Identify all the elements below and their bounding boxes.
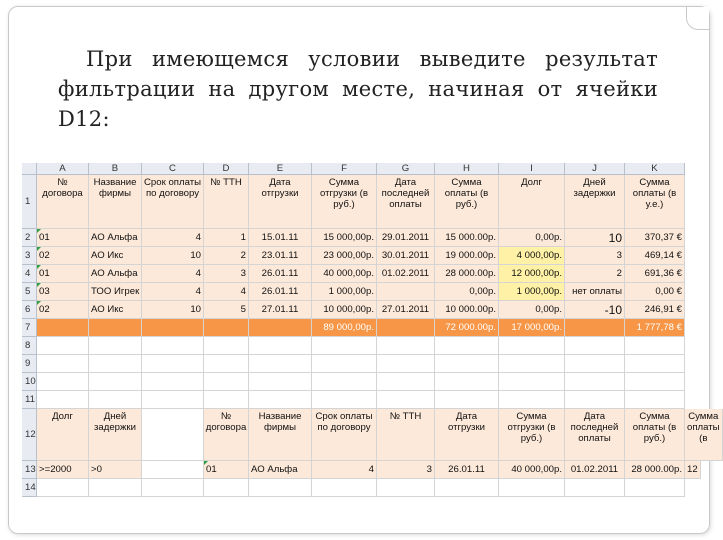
empty-cell[interactable] — [435, 337, 499, 355]
criteria-value-cell[interactable]: >0 — [89, 461, 142, 479]
totals-cell[interactable]: 89 000,00р. — [312, 319, 377, 337]
empty-cell[interactable] — [499, 479, 565, 497]
table-cell[interactable]: 1 000,00р. — [312, 283, 377, 301]
table-cell[interactable]: 28 000.00р. — [435, 265, 499, 283]
row-header-6[interactable]: 6 — [22, 301, 37, 319]
result-cell[interactable]: 3 — [377, 461, 435, 479]
totals-cell[interactable] — [204, 319, 249, 337]
table-cell[interactable]: 19 000.00р. — [435, 247, 499, 265]
table-cell[interactable]: 10 — [142, 301, 204, 319]
empty-cell[interactable] — [89, 355, 142, 373]
empty-cell[interactable] — [37, 479, 89, 497]
table-cell[interactable]: 0,00р. — [499, 229, 565, 247]
criteria-value-cell[interactable]: >=2000 — [37, 461, 89, 479]
empty-cell[interactable] — [89, 373, 142, 391]
table-cell[interactable]: 2 — [204, 247, 249, 265]
result-cell[interactable]: 01.02.2011 — [565, 461, 625, 479]
table-cell[interactable]: 10 — [565, 229, 625, 247]
table-header-cell[interactable]: Название фирмы — [89, 175, 142, 229]
empty-cell[interactable] — [565, 337, 625, 355]
empty-cell[interactable] — [499, 391, 565, 409]
table-cell[interactable]: 2 — [565, 265, 625, 283]
result-header-cell[interactable]: № ТТН — [377, 409, 435, 461]
table-cell[interactable]: 40 000,00р. — [312, 265, 377, 283]
empty-cell[interactable] — [204, 355, 249, 373]
totals-cell[interactable] — [377, 319, 435, 337]
table-cell[interactable]: 4 — [142, 265, 204, 283]
row-header-8[interactable]: 8 — [22, 337, 37, 355]
table-cell[interactable]: 30.01.2011 — [377, 247, 435, 265]
table-cell[interactable]: 0,00р. — [499, 301, 565, 319]
empty-cell[interactable] — [377, 479, 435, 497]
empty-cell[interactable] — [625, 373, 685, 391]
column-header-d[interactable]: D — [204, 163, 249, 175]
table-cell[interactable]: 02 — [37, 301, 89, 319]
error-indicator-icon — [37, 265, 41, 269]
result-cell[interactable]: 26.01.11 — [435, 461, 499, 479]
table-cell[interactable]: ТОО Игрек — [89, 283, 142, 301]
table-cell[interactable]: 4 — [142, 283, 204, 301]
totals-cell[interactable] — [249, 319, 312, 337]
table-cell[interactable]: 15.01.11 — [249, 229, 312, 247]
empty-cell[interactable] — [142, 373, 204, 391]
result-cell[interactable]: 01 — [204, 461, 249, 479]
empty-cell[interactable] — [435, 391, 499, 409]
column-header-j[interactable]: J — [565, 163, 625, 175]
table-cell[interactable]: 3 — [565, 247, 625, 265]
table-cell[interactable]: 15 000,00р. — [312, 229, 377, 247]
empty-cell[interactable] — [204, 337, 249, 355]
empty-cell[interactable] — [204, 373, 249, 391]
table-cell[interactable]: АО Альфа — [89, 229, 142, 247]
empty-cell[interactable] — [565, 391, 625, 409]
column-header-h[interactable]: H — [435, 163, 499, 175]
table-header-cell[interactable]: Срок оплаты по договору — [142, 175, 204, 229]
row-header-1[interactable]: 1 — [22, 175, 37, 229]
empty-cell[interactable] — [249, 391, 312, 409]
table-cell[interactable]: 1 000,00р. — [499, 283, 565, 301]
empty-cell[interactable] — [142, 409, 204, 461]
table-cell[interactable]: 4 — [204, 283, 249, 301]
table-cell[interactable]: 01 — [37, 229, 89, 247]
empty-cell[interactable] — [312, 391, 377, 409]
empty-cell[interactable] — [625, 355, 685, 373]
table-cell[interactable]: 4 — [142, 229, 204, 247]
result-cell[interactable]: 4 — [312, 461, 377, 479]
table-header-cell[interactable]: № ТТН — [204, 175, 249, 229]
column-header-a[interactable]: A — [37, 163, 89, 175]
empty-cell[interactable] — [142, 391, 204, 409]
result-cell[interactable]: 28 000.00р. — [625, 461, 685, 479]
table-header-cell[interactable]: Дата отгрузки — [249, 175, 312, 229]
table-cell[interactable]: АО Альфа — [89, 265, 142, 283]
empty-cell[interactable] — [377, 373, 435, 391]
table-cell[interactable]: 4 000,00р. — [499, 247, 565, 265]
column-header-b[interactable]: B — [89, 163, 142, 175]
error-indicator-icon — [37, 283, 41, 287]
table-cell[interactable]: 01 — [37, 265, 89, 283]
table-cell[interactable] — [377, 283, 435, 301]
table-cell[interactable]: 23.01.11 — [249, 247, 312, 265]
result-header-cell[interactable]: Название фирмы — [249, 409, 312, 461]
result-cell[interactable]: 40 000,00р. — [499, 461, 565, 479]
empty-cell[interactable] — [625, 391, 685, 409]
table-cell[interactable]: АО Икс — [89, 247, 142, 265]
result-header-cell[interactable]: Дата последней оплаты — [565, 409, 625, 461]
table-cell[interactable]: 02 — [37, 247, 89, 265]
table-cell[interactable]: 27.01.11 — [249, 301, 312, 319]
spreadsheet — [22, 163, 720, 493]
row-header-9[interactable]: 9 — [22, 355, 37, 373]
table-cell[interactable]: 0,00 € — [625, 283, 685, 301]
row-header-4[interactable]: 4 — [22, 265, 37, 283]
column-header-i[interactable]: I — [499, 163, 565, 175]
row-header-12[interactable]: 12 — [22, 409, 37, 461]
result-cell[interactable]: 12 — [685, 461, 701, 479]
table-cell[interactable]: 246,91 € — [625, 301, 685, 319]
empty-cell[interactable] — [435, 355, 499, 373]
result-header-cell[interactable]: Сумма оплаты (в — [685, 409, 723, 461]
empty-cell[interactable] — [142, 461, 204, 479]
table-cell[interactable]: 23 000,00р. — [312, 247, 377, 265]
table-header-cell[interactable]: Дней задержки — [565, 175, 625, 229]
empty-cell[interactable] — [499, 337, 565, 355]
result-header-cell[interactable]: Срок оплаты по договору — [312, 409, 377, 461]
empty-cell[interactable] — [249, 479, 312, 497]
empty-cell[interactable] — [89, 391, 142, 409]
empty-cell[interactable] — [89, 479, 142, 497]
row-header-10[interactable]: 10 — [22, 373, 37, 391]
table-cell[interactable]: нет оплаты — [565, 283, 625, 301]
table-cell[interactable]: 10 000.00р. — [435, 301, 499, 319]
result-header-cell[interactable]: № договора — [204, 409, 249, 461]
result-header-cell[interactable]: Сумма отгрузки (в руб.) — [499, 409, 565, 461]
select-all-corner[interactable] — [22, 163, 37, 175]
table-cell[interactable]: 26.01.11 — [249, 265, 312, 283]
table-cell[interactable]: АО Икс — [89, 301, 142, 319]
table-cell[interactable]: 29.01.2011 — [377, 229, 435, 247]
criteria-header-cell[interactable]: Долг — [37, 409, 89, 461]
table-header-cell[interactable]: Долг — [499, 175, 565, 229]
empty-cell[interactable] — [204, 391, 249, 409]
task-text: При имеющемся условии выведите результат фильтрации на другом месте, начиная от ячейки D12: — [58, 47, 658, 131]
empty-cell[interactable] — [565, 479, 625, 497]
empty-cell[interactable] — [37, 373, 89, 391]
error-indicator-icon — [204, 461, 208, 465]
error-indicator-icon — [37, 229, 41, 233]
empty-cell[interactable] — [312, 373, 377, 391]
totals-cell[interactable] — [89, 319, 142, 337]
table-cell[interactable]: 370,37 € — [625, 229, 685, 247]
column-header-f[interactable]: F — [312, 163, 377, 175]
table-cell[interactable]: 27.01.2011 — [377, 301, 435, 319]
result-cell[interactable]: АО Альфа — [249, 461, 312, 479]
empty-cell[interactable] — [565, 373, 625, 391]
table-cell[interactable]: 5 — [204, 301, 249, 319]
row-header-2[interactable]: 2 — [22, 229, 37, 247]
table-cell[interactable]: 0,00р. — [435, 283, 499, 301]
table-header-cell[interactable]: Сумма оплаты (в у.е.) — [625, 175, 685, 229]
table-cell[interactable]: 01.02.2011 — [377, 265, 435, 283]
empty-cell[interactable] — [312, 479, 377, 497]
totals-cell[interactable]: 72 000.00р. — [435, 319, 499, 337]
table-cell[interactable]: 26.01.11 — [249, 283, 312, 301]
empty-cell[interactable] — [625, 337, 685, 355]
empty-cell[interactable] — [37, 391, 89, 409]
page-corner-fold — [686, 7, 709, 30]
column-header-e[interactable]: E — [249, 163, 312, 175]
table-cell[interactable]: 10 — [142, 247, 204, 265]
empty-cell[interactable] — [142, 355, 204, 373]
table-cell[interactable]: 1 — [204, 229, 249, 247]
table-cell[interactable]: 691,36 € — [625, 265, 685, 283]
empty-cell[interactable] — [435, 373, 499, 391]
totals-cell[interactable]: 1 777,78 € — [625, 319, 685, 337]
row-header-11[interactable]: 11 — [22, 391, 37, 409]
empty-cell[interactable] — [142, 479, 204, 497]
column-header-g[interactable]: G — [377, 163, 435, 175]
error-indicator-icon — [37, 301, 41, 305]
empty-cell[interactable] — [565, 355, 625, 373]
totals-cell[interactable] — [565, 319, 625, 337]
table-header-cell[interactable]: Сумма оплаты (в руб.) — [435, 175, 499, 229]
row-header-7[interactable]: 7 — [22, 319, 37, 337]
table-cell[interactable]: 10 000,00р. — [312, 301, 377, 319]
totals-cell[interactable]: 17 000,00р. — [499, 319, 565, 337]
empty-cell[interactable] — [312, 337, 377, 355]
empty-cell[interactable] — [377, 391, 435, 409]
column-header-k[interactable]: K — [625, 163, 685, 175]
empty-cell[interactable] — [37, 337, 89, 355]
row-header-14[interactable]: 14 — [22, 479, 37, 497]
table-header-cell[interactable]: № договора — [37, 175, 89, 229]
table-header-cell[interactable]: Дата последней оплаты — [377, 175, 435, 229]
column-header-c[interactable]: C — [142, 163, 204, 175]
criteria-header-cell[interactable]: Дней задержки — [89, 409, 142, 461]
table-cell[interactable]: -10 — [565, 301, 625, 319]
empty-cell[interactable] — [249, 337, 312, 355]
empty-cell[interactable] — [499, 373, 565, 391]
empty-cell[interactable] — [249, 355, 312, 373]
empty-cell[interactable] — [249, 373, 312, 391]
empty-cell[interactable] — [625, 479, 685, 497]
empty-cell[interactable] — [37, 355, 89, 373]
empty-cell[interactable] — [377, 355, 435, 373]
row-header-3[interactable]: 3 — [22, 247, 37, 265]
empty-cell[interactable] — [312, 355, 377, 373]
error-indicator-icon — [37, 247, 41, 251]
empty-cell[interactable] — [377, 337, 435, 355]
table-cell[interactable]: 03 — [37, 283, 89, 301]
result-header-cell[interactable]: Дата отгрузки — [435, 409, 499, 461]
result-header-cell[interactable]: Сумма оплаты (в руб.) — [625, 409, 685, 461]
row-header-13[interactable]: 13 — [22, 461, 37, 479]
row-header-5[interactable]: 5 — [22, 283, 37, 301]
totals-cell[interactable] — [37, 319, 89, 337]
table-cell[interactable]: 3 — [204, 265, 249, 283]
empty-cell[interactable] — [142, 337, 204, 355]
table-cell[interactable]: 15 000.00р. — [435, 229, 499, 247]
empty-cell[interactable] — [204, 479, 249, 497]
empty-cell[interactable] — [89, 337, 142, 355]
totals-cell[interactable] — [142, 319, 204, 337]
table-cell[interactable]: 12 000,00р. — [499, 265, 565, 283]
empty-cell[interactable] — [499, 355, 565, 373]
empty-cell[interactable] — [435, 479, 499, 497]
table-cell[interactable]: 469,14 € — [625, 247, 685, 265]
table-header-cell[interactable]: Сумма отгрузки (в руб.) — [312, 175, 377, 229]
